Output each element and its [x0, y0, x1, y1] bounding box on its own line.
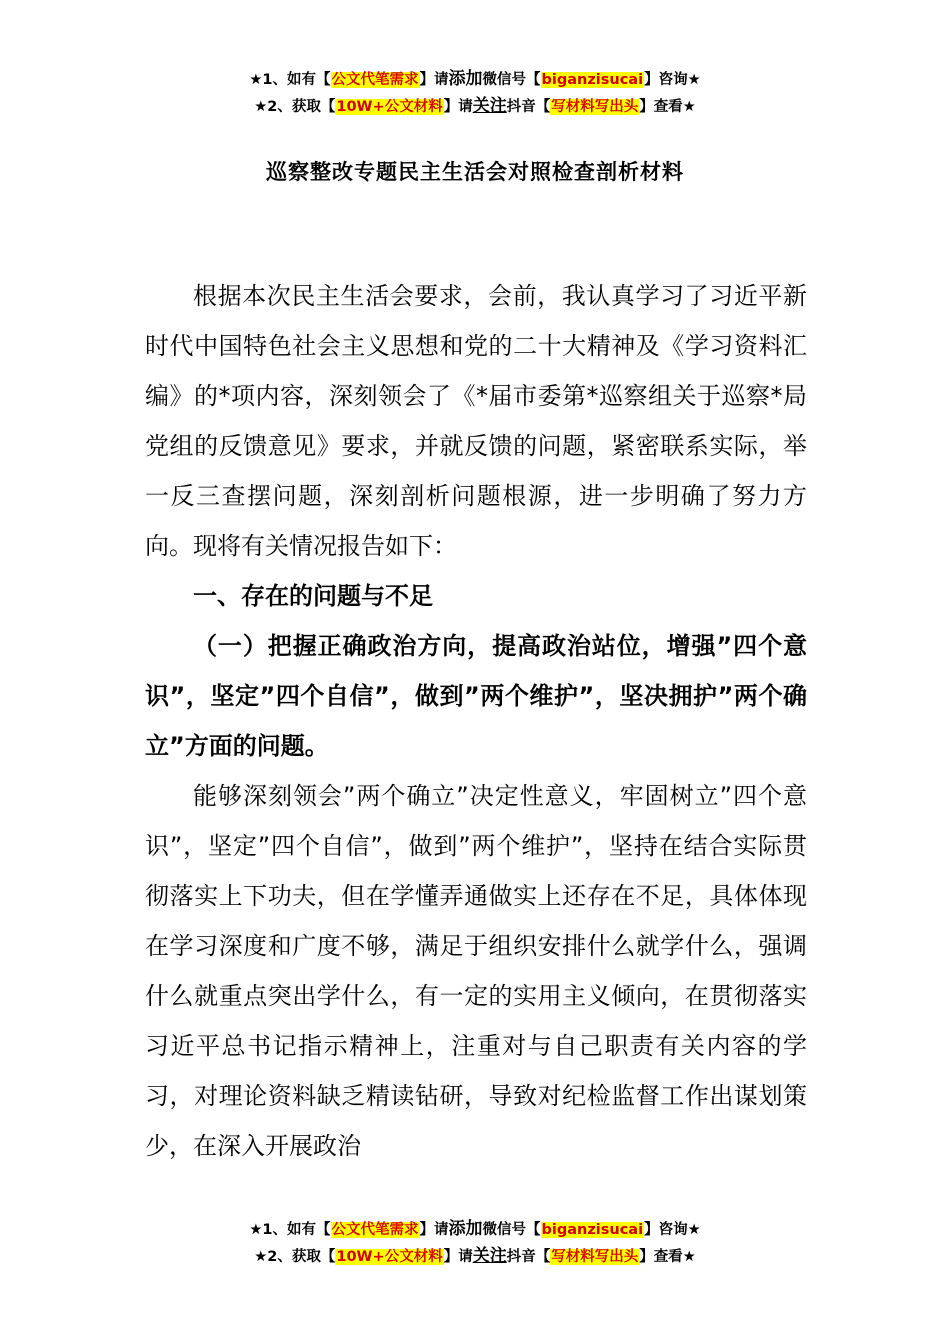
highlight-writing-service: 公文代笔需求 — [331, 1222, 419, 1238]
subsection-heading: （一）把握正确政治方向，提高政治站位，增强”四个意识”，坚定”四个自信”，做到”两个维护”，坚决拥护”两个确立”方面的问题。 — [145, 632, 807, 760]
highlight-writing-service: 公文代笔需求 — [331, 72, 419, 88]
highlight-wechat-id: biganzisucai — [541, 72, 644, 88]
highlight-douyin-account: 写材料写出头 — [551, 1249, 639, 1265]
highlight-douyin-account: 写材料写出头 — [551, 99, 639, 115]
section-heading: 一、存在的问题与不足 — [193, 582, 433, 610]
intro-paragraph: 根据本次民主生活会要求，会前，我认真学习了习近平新时代中国特色社会主义思想和党的二十大精神及《学习资料汇编》的*项内容，深刻领会了《*届市委第*巡察组关于巡察*局党组的反馈意见》要求，并就反馈的问题，紧密联系实际，举一反三查摆问题，深刻剖析问题根源，进一步明确了努力方向。现将有关情况报告如下： — [145, 282, 807, 560]
banner-line-2: ★2、获取【10W+公文材料】请关注抖音【写材料写出头】查看★ — [254, 96, 696, 116]
top-banner — [0, 66, 950, 120]
document-body — [145, 271, 807, 1171]
banner-line-1: ★1、如有【公文代笔需求】请添加微信号【biganzisucai】咨询★ — [249, 1219, 701, 1239]
highlight-materials: 10W+公文材料 — [336, 99, 443, 115]
document-title: 巡察整改专题民主生活会对照检查剖析材料 — [266, 160, 684, 184]
bottom-banner — [0, 1216, 950, 1270]
highlight-wechat-id: biganzisucai — [541, 1222, 644, 1238]
body-paragraph: 能够深刻领会”两个确立”决定性意义，牢固树立”四个意识”，坚定”四个自信”，做到”两个维护”，坚持在结合实际贯彻落实上下功夫，但在学懂弄通做实上还存在不足，具体体现在学习深度和广度不够，满足于组织安排什么就学什么，强调什么就重点突出学什么，有一定的实用主义倾向，在贯彻落实习近平总书记指示精神上，注重对与自己职责有关内容的学习，对理论资料缺乏精读钻研，导致对纪检监督工作出谋划策少，在深入开展政治 — [145, 782, 807, 1160]
highlight-materials: 10W+公文材料 — [336, 1249, 443, 1265]
banner-line-1: ★1、如有【公文代笔需求】请添加微信号【biganzisucai】咨询★ — [249, 69, 701, 89]
banner-line-2: ★2、获取【10W+公文材料】请关注抖音【写材料写出头】查看★ — [254, 1246, 696, 1266]
